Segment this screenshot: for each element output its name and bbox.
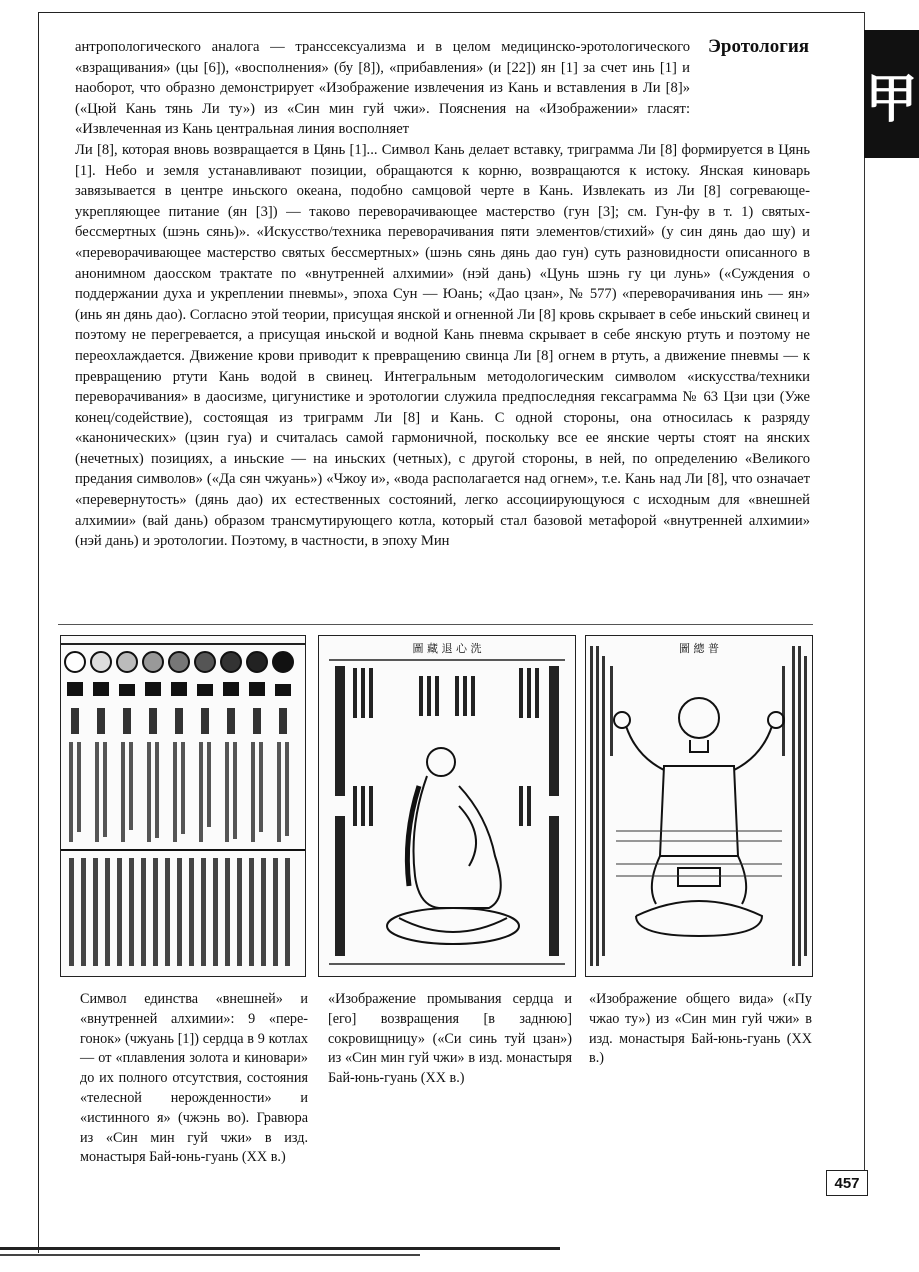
thumb-index-tab: [864, 30, 919, 158]
figure-heart-washing: [318, 635, 576, 977]
paragraph-first: антропологического аналога — транссексуализма и в целом медицинско-эротологического «взращивания» (цы [6]), «восполнения» (бу [8]), «прибавления» (и [22]) ян [1] за счет инь [1] и наоборот, что образно демонстрирует «Изображение извлечения из Кань и вставления в Ли [8]» («Цюй Кань тянь Ли ту») из «Син мин гуй чжи». Пояснения на «Изображении» гласят: «Извлеченная из Кань центральная линия восполняет: [75, 39, 690, 138]
caption-heart-washing: «Изображение промывания сердца и [его] возвращения [в заднюю] сокровищницу» («Си синь туй цзан») из «Син мин гуй чжи» в изд. монастыря Бай-юнь-гуань (XX в.): [328, 991, 572, 1087]
page-frame-right-rule: [864, 12, 865, 1192]
bottom-edge-rule: [0, 1247, 560, 1250]
caption-general-view: «Изображение общего вида» («Пу чжао ту») из «Син мин гуй чжи» в изд. монастыря Бай-юнь-гуань (XX в.): [589, 991, 812, 1067]
figures-divider: [58, 624, 813, 625]
main-text: [75, 37, 810, 552]
figure-nine-cauldrons: [60, 635, 306, 977]
heart-washing-engraving: [319, 636, 575, 976]
caption-nine-cauldrons: Символ единства «внешней» и «внутренней алхимии»: 9 «перегонок» (чжуань [1]) сердца в 9 котлах — от «плавления золота и киновари» до их полного отсутствия, состояния «телесной нерожденности» и «истинного я» (чжэнь во). Гравюра из «Син мин гуй чжи» в изд. монастыря Бай-юнь-гуань (XX в.): [80, 991, 308, 1166]
bottom-edge-rule-secondary: [0, 1254, 420, 1256]
section-title: Эротология: [708, 36, 810, 57]
paragraph-rest: Ли [8], которая вновь возвращается в Цянь [1]... Символ Кань делает вставку, триграмма Ли [8] формируется в Цянь [1]. Небо и земля устанавливают позиции, обращаются к корню, возвращаются к истоку. Янская киноварь завязывается в центре иньского океана, подобно самцовой черте в Кань. Извлекать из Ли [8] согревающе-укрепляющее питание (ян [3]) — таково переворачивающее мастерство (гун [3]; см. Гун-фу в т. 1) святых-бессмертных (шэнь сянь)». «Искусство/техника переворачивания пяти элементов/стихий» (у син дянь дао шу) и «переворачивающее мастерство святых бессмертных» (шэнь сянь дянь дао гун) суть разновидности описанного в анонимном даосском трактате по «внутренней алхимии» (нэй дань) «Цунь шэнь гу ци лунь» («Суждения о поддержании духа и укреплении пневмы», эпоха Сун — Юань; «Дао цзан», № 577) «переворачивания инь — ян» (инь ян дянь дао). Согласно этой теории, присущая янской и огненной Ли [8] кровь скрывает в себе иньский свинец и поэтому не перегревается, а присущая иньской и водной Кань пневма скрывает в себе янскую ртуть и поэтому не переохлаждается. Движение крови приводит к превращению свинца Ли [8] огнем в ртуть, а движение пневмы — к превращению ртути Кань водой в свинец. Интегральным методологическим символом «искусства/техники переворачивания» в даосизме, цигунистике и эротологии служила предпоследняя гексаграмма № 63 Цзи цзи (Уже конец/содействие), состоящая из триграмм Ли [8] и Кань. С одной стороны, она относилась к разряду «канонических» (цзин гуа) и считалась самой гармоничной, поскольку все ее янские черты стоят на янских (нечетных) позициях, а иньские — на иньских (четных), с другой стороны, в ней, по определению «Великого предания символов» («Да сян чжуань») «Чжоу и», «вода располагается над огнем», т.е. Кань над Ли [8], что означает «перевернутость» (дянь дао) их естественных состояний, легко ассоциирующуюся с исходным для «внешней алхимии» (вай дань) образом трансмутирующего котла, который стал базовой метафорой «внутренней алхимии» (нэй дань) и эротологии. Поэтому, в частности, в эпоху Мин: [75, 141, 810, 550]
page-number: 457: [826, 1170, 868, 1196]
nine-cauldrons-engraving: [61, 636, 305, 976]
fig3-title: 圖 總 普: [679, 642, 719, 655]
figure-general-view: [585, 635, 813, 977]
fig2-title: 圖 藏 退 心 洗: [412, 642, 482, 655]
general-view-engraving: [586, 636, 812, 976]
thumb-index-glyph: 甲: [865, 68, 918, 130]
